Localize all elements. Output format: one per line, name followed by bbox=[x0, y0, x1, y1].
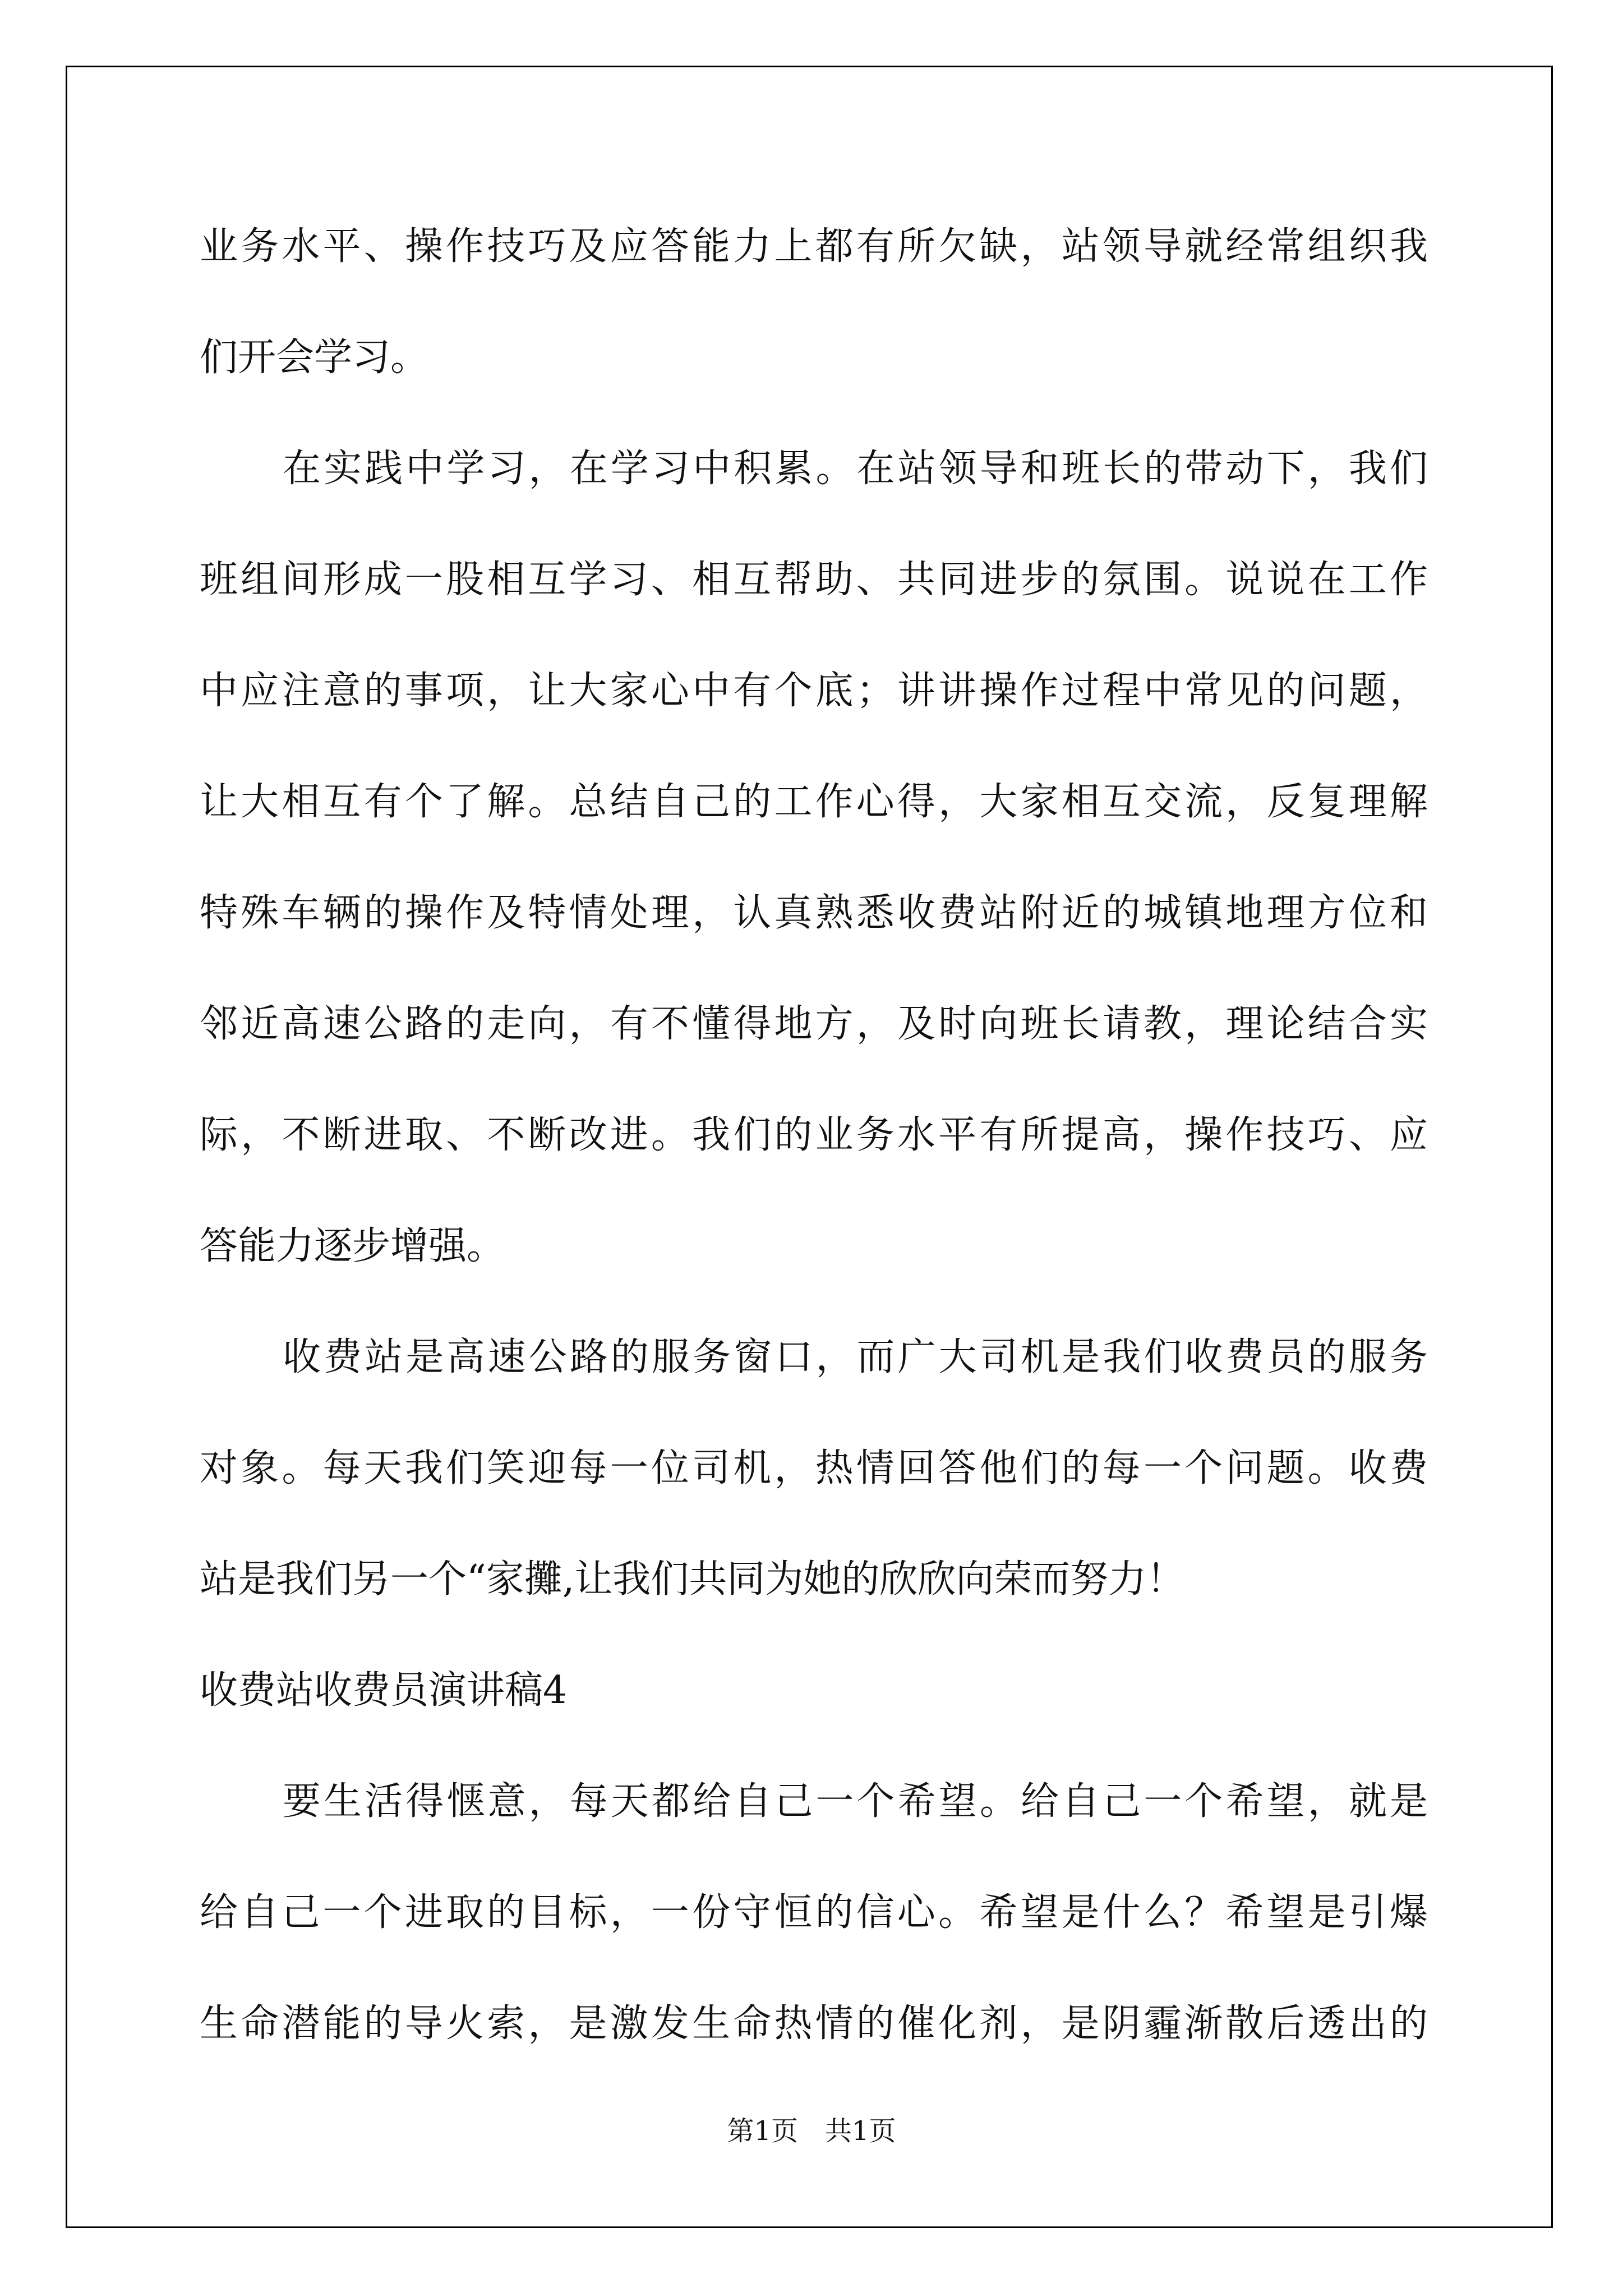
paragraph-line: 对象。每天我们笑迎每一位司机，热情回答他们的每一个问题。收费 bbox=[200, 1446, 1428, 1490]
document-body bbox=[200, 208, 1428, 2096]
paragraph-line: 答能力逐步增强。 bbox=[200, 1224, 505, 1268]
page-footer: 第1页 共1页 bbox=[727, 2115, 896, 2147]
paragraph-line: 们开会学习。 bbox=[200, 335, 429, 380]
paragraph-line: 让大相互有个了解。总结自己的工作心得，大家相互交流，反复理解 bbox=[200, 780, 1428, 824]
paragraph-line: 收费站是高速公路的服务窗口，而广大司机是我们收费员的服务 bbox=[283, 1335, 1428, 1379]
paragraph-line: 班组间形成一股相互学习、相互帮助、共同进步的氛围。说说在工作 bbox=[200, 558, 1428, 602]
paragraph-line: 中应注意的事项，让大家心中有个底；讲讲操作过程中常见的问题， bbox=[200, 669, 1428, 713]
paragraph-line: 在实践中学习，在学习中积累。在站领导和班长的带动下，我们 bbox=[283, 447, 1428, 491]
paragraph-line: 给自己一个进取的目标，一份守恒的信心。希望是什么？希望是引爆 bbox=[200, 1890, 1428, 1935]
paragraph-line: 邻近高速公路的走向，有不懂得地方，及时向班长请教，理论结合实 bbox=[200, 1002, 1428, 1046]
section-heading: 收费站收费员演讲稿4 bbox=[200, 1668, 568, 1713]
paragraph-line: 生命潜能的导火索，是激发生命热情的催化剂，是阴霾渐散后透出的 bbox=[200, 2001, 1428, 2046]
paragraph-line: 业务水平、操作技巧及应答能力上都有所欠缺，站领导就经常组织我 bbox=[200, 224, 1428, 269]
paragraph-line: 特殊车辆的操作及特情处理，认真熟悉收费站附近的城镇地理方位和 bbox=[200, 891, 1428, 935]
paragraph-line: 站是我们另一个“家攤,让我们共同为她的欣欣向荣而努力！ bbox=[200, 1557, 1185, 1602]
paragraph-line: 要生活得惬意，每天都给自己一个希望。给自己一个希望，就是 bbox=[283, 1779, 1428, 1824]
paragraph-line: 际，不断进取、不断改进。我们的业务水平有所提高，操作技巧、应 bbox=[200, 1113, 1428, 1157]
